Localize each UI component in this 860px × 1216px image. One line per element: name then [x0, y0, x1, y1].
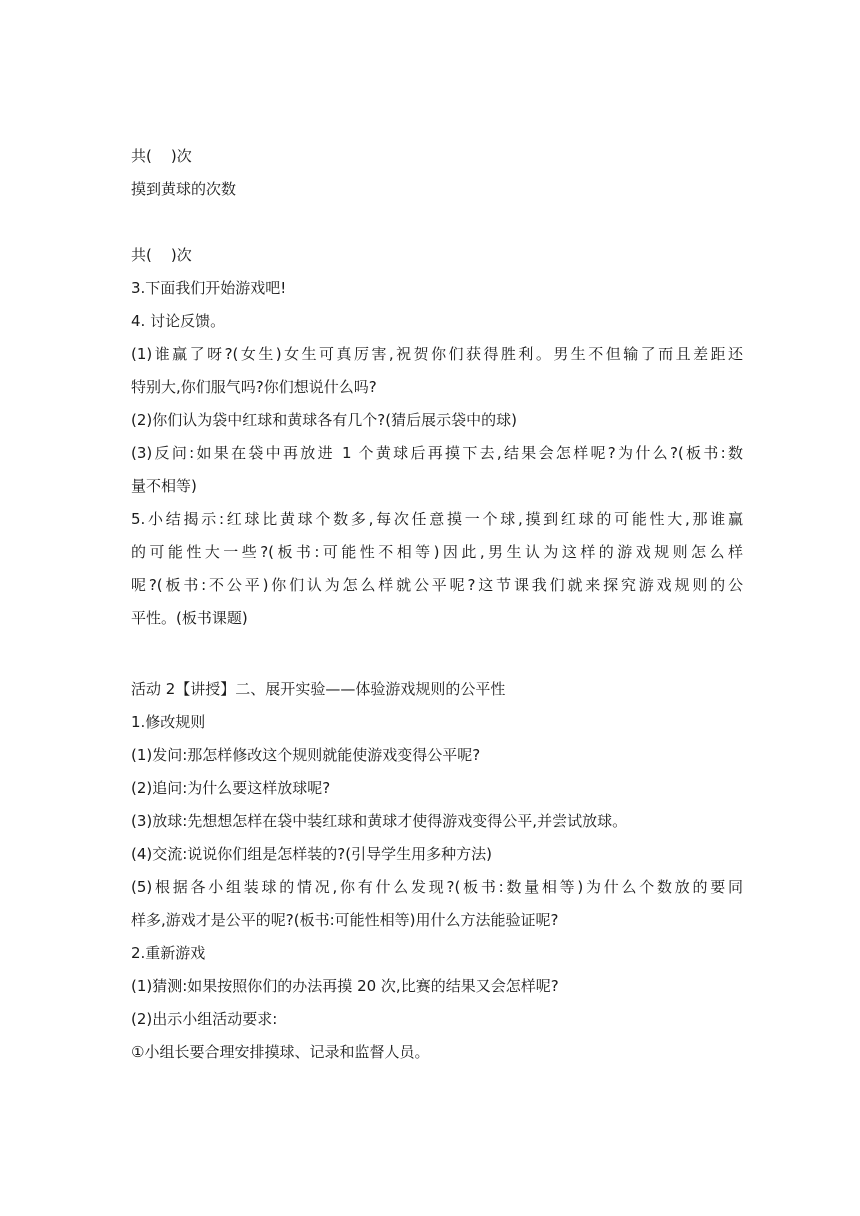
text-line: 摸到黄球的次数: [131, 180, 237, 198]
text-line: (2)你们认为袋中红球和黄球各有几个?(猜后展示袋中的球): [131, 411, 517, 429]
text-line: 的可能性大一些?(板书:可能性不相等)因此,男生认为这样的游戏规则怎么样: [131, 543, 743, 561]
text-line: 4. 讨论反馈。: [131, 312, 226, 330]
blank-line: [131, 206, 743, 239]
text-line: 特别大,你们服气吗?你们想说什么吗?: [131, 378, 377, 396]
text-line: (2)追问:为什么要这样放球呢?: [131, 779, 331, 797]
text-line: 5.小结揭示:红球比黄球个数多,每次任意摸一个球,摸到红球的可能性大,那谁赢: [131, 510, 743, 528]
text-line: 共( )次: [131, 246, 192, 264]
blank-line: [131, 635, 743, 673]
text-line: ①小组长要合理安排摸球、记录和监督人员。: [131, 1043, 430, 1061]
text-line: (3)反问:如果在袋中再放进 1 个黄球后再摸下去,结果会怎样呢?为什么?(板书:数: [131, 444, 743, 462]
text-line: (5)根据各小组装球的情况,你有什么发现?(板书:数量相等)为什么个数放的要同: [131, 878, 743, 896]
section-heading: 活动 2【讲授】二、展开实验——体验游戏规则的公平性: [131, 680, 506, 698]
text-line: (1)发问:那怎样修改这个规则就能使游戏变得公平呢?: [131, 746, 481, 764]
text-line: 呢?(板书:不公平)你们认为怎么样就公平呢?这节课我们就来探究游戏规则的公: [131, 576, 743, 594]
text-line: (3)放球:先想想怎样在袋中装红球和黄球才使得游戏变得公平,并尝试放球。: [131, 812, 628, 830]
text-line: (2)出示小组活动要求:: [131, 1010, 278, 1028]
text-line: (1)谁赢了呀?(女生)女生可真厉害,祝贺你们获得胜利。男生不但输了而且差距还: [131, 345, 743, 363]
text-line: 平性。(板书课题): [131, 609, 248, 627]
text-line: 共( )次: [131, 147, 192, 165]
text-line: (4)交流:说说你们组是怎样装的?(引导学生用多种方法): [131, 845, 492, 863]
text-line: (1)猜测:如果按照你们的办法再摸 20 次,比赛的结果又会怎样呢?: [131, 977, 559, 995]
text-line: 1.修改规则: [131, 713, 206, 731]
text-line: 量不相等): [131, 477, 197, 495]
text-line: 样多,游戏才是公平的呢?(板书:可能性相等)用什么方法能验证呢?: [131, 911, 559, 929]
document-body: [131, 140, 743, 1069]
text-line: 2.重新游戏: [131, 944, 206, 962]
text-line: 3.下面我们开始游戏吧!: [131, 279, 287, 297]
